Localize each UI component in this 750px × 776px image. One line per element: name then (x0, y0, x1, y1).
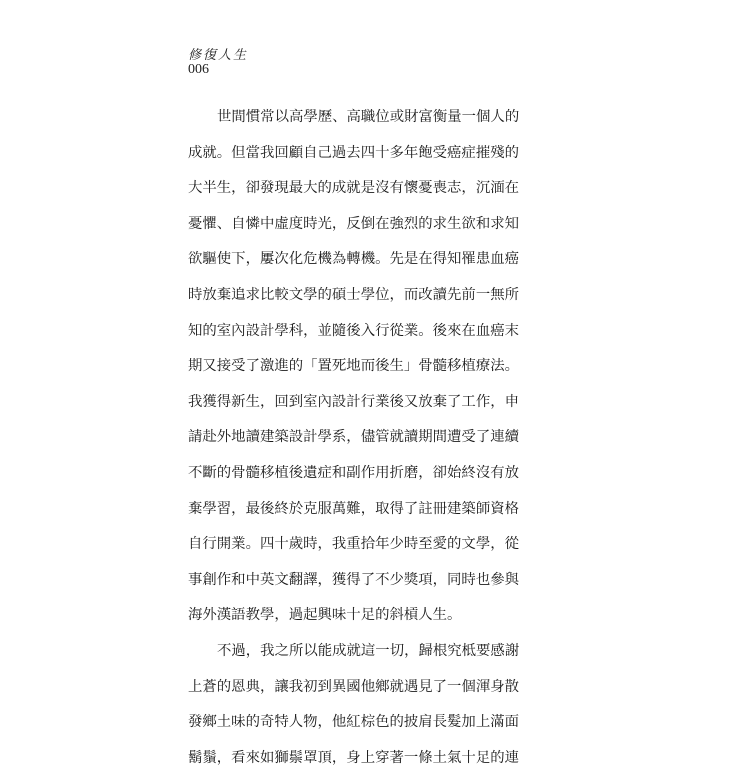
paragraph-2 (188, 634, 560, 776)
text-line: 棄學習，最後終於克服萬難，取得了註冊建築師資格 (188, 500, 519, 517)
running-head: 修復人生 (188, 48, 249, 63)
paragraph-1 (188, 100, 560, 634)
text-line: 知的室內設計學科，並隨後入行從業。後來在血癌末 (188, 322, 519, 339)
text-line: 鬍鬚，看來如獅鬃罩頂，身上穿著一條土氣十足的連 (188, 749, 519, 766)
text-line: 海外漢語教學，過起興味十足的斜槓人生。 (188, 607, 462, 624)
text-line: 憂懼、自憐中虛度時光，反倒在強烈的求生欲和求知 (188, 215, 519, 232)
text-line: 期又接受了激進的「置死地而後生」骨髓移植療法。 (188, 358, 519, 375)
text-line: 上蒼的恩典，讓我初到異國他鄉就遇見了一個渾身散 (188, 678, 519, 695)
text-line: 大半生，卻發現最大的成就是沒有懷憂喪志，沉湎在 (188, 180, 519, 197)
text-line: 不斷的骨髓移植後遺症和副作用折磨，卻始終沒有放 (188, 464, 519, 481)
text-line: 欲驅使下，屢次化危機為轉機。先是在得知罹患血癌 (188, 251, 519, 268)
text-line: 時放棄追求比較文學的碩士學位，而改讀先前一無所 (188, 286, 519, 303)
page-number: 006 (188, 62, 209, 77)
text-line: 我獲得新生，回到室內設計行業後又放棄了工作，申 (188, 393, 519, 410)
body-text (188, 100, 560, 776)
text-line: 成就。但當我回顧自己過去四十多年飽受癌症摧殘的 (188, 144, 519, 161)
text-line: 請赴外地讀建築設計學系，儘管就讀期間遭受了連續 (188, 429, 519, 446)
text-line: 事創作和中英文翻譯，獲得了不少獎項，同時也參與 (188, 571, 519, 588)
text-line: 不過，我之所以能成就這一切，歸根究柢要感謝 (217, 642, 520, 659)
text-line: 自行開業。四十歲時，我重拾年少時至愛的文學，從 (188, 536, 519, 553)
text-line: 發鄉土味的奇特人物，他紅棕色的披肩長髮加上滿面 (188, 714, 519, 731)
text-line: 世間慣常以高學歷、高職位或財富衡量一個人的 (217, 109, 520, 125)
